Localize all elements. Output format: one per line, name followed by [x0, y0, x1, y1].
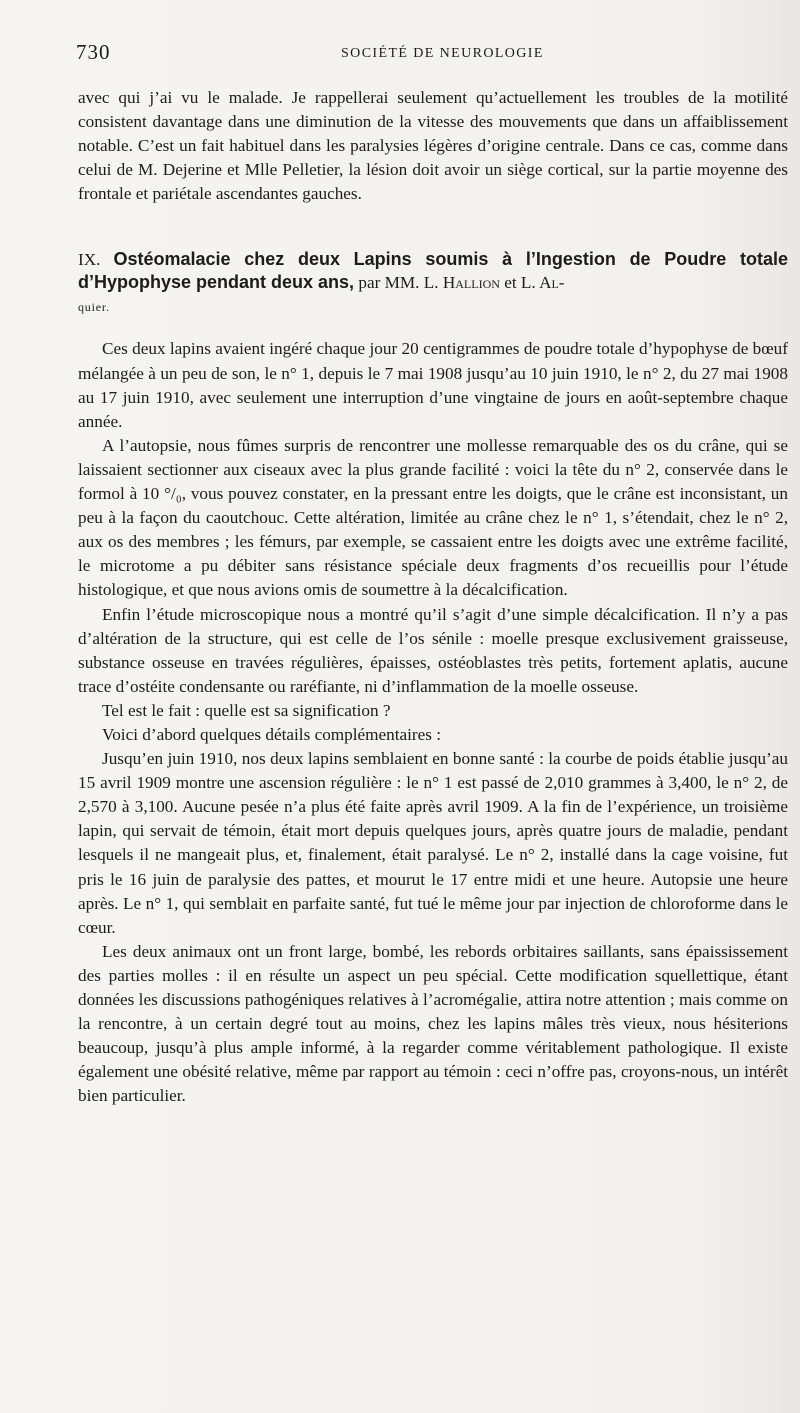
author-hallion: L. Hallion	[423, 273, 500, 293]
article-body	[78, 86, 788, 1108]
section-authors-prefix: par MM.	[358, 273, 420, 293]
page-number: 730	[76, 40, 111, 64]
paragraph-details-intro: Voici d’abord quelques détails complémentaires :	[102, 724, 442, 744]
section-title: Ostéomalacie chez deux Lapins soumis à l’Ingestion de Poudre totale d’Hypophyse pendant deux ans,	[78, 249, 789, 293]
running-head	[76, 40, 776, 68]
paragraph-autopsy: A l’autopsie, nous fûmes surpris de rencontrer une mollesse remarquable des os du crâne, qui se laissaient sectionner aux ciseaux avec la plus grande facilité : voici la tête du n° 2, conservée dans le formol à 10 °/₀, vous pouvez constater, en la pressant entre les doigts, que le crâne est inconsistant, un peu à la façon du caoutchouc. Cette altération, limitée au crâne chez le n° 1, s’étendait, chez le n° 2, aux os des membres ; les fémurs, par exemple, se cassaient entre les doigts avec une extrême facilité, le microtome a pu débiter sans résistance spéciale deux fragments d’os recueillis pour l’étude histologique, et que nous avions omis de soumettre à la décalcification.	[78, 435, 788, 600]
author-alquier: L. Al-	[520, 273, 565, 293]
paragraph-microscopy: Enfin l’étude microscopique nous a montré qu’il s’agit d’une simple décalcification. Il n’y a pas d’altération de la structure, qui est celle de l’os sénile : moelle presque exclusivement graisseuse, substance osseuse en travées régulières, épaisses, ostéoblastes très petits, fortement aplatis, aucune trace d’ostéite condensante ou raréfiante, ni d’inflammation de la moelle osseuse.	[78, 604, 788, 696]
section-authors-join: et	[504, 273, 517, 293]
section-number: IX.	[78, 250, 101, 270]
paragraph-health-history: Jusqu’en juin 1910, nos deux lapins semblaient en bonne santé : la courbe de poids établie jusqu’au 15 avril 1909 montre une ascension régulière : le n° 1 est passé de 2,010 grammes à 3,400, le n° 2, de 2,570 à 3,100. Aucune pesée n’a plus été faite après avril 1909. A la fin de l’expérience, un troisième lapin, qui servait de témoin, était mort depuis quelques jours, après quatre jours de maladie, pendant lesquels il ne mangeait plus, et, finalement, était paralysé. Le n° 2, installé dans la cage voisine, fut pris le 16 juin de paralysie des pattes, et mourut le 17 entre midi et une heure. Autopsie une heure après. Le n° 1, qui semblait en parfaite santé, fut tué le même jour par injection de chloroforme dans le cœur.	[78, 749, 788, 937]
paragraph-ingestion: Ces deux lapins avaient ingéré chaque jour 20 centigrammes de poudre totale d’hypophyse de bœuf mélangée à un peu de son, le n° 1, depuis le 7 mai 1908 jusqu’au 10 juin 1910, le n° 2, du 27 mai 1908 au 17 juin 1910, avec seulement une interruption d’une vingtaine de jours en août-septembre chaque année.	[78, 339, 788, 431]
author-alquier-continued: quier.	[78, 300, 110, 315]
journal-title: SOCIÉTÉ DE NEUROLOGIE	[341, 46, 544, 61]
paragraph-signification: Tel est le fait : quelle est sa signification ?	[102, 700, 391, 720]
section-heading	[78, 248, 788, 319]
paragraph-skull-shape: Les deux animaux ont un front large, bombé, les rebords orbitaires saillants, sans épaississement des parties molles : il en résulte un aspect un peu spécial. Cette modification squellettique, étant données les discussions pathogéniques relatives à l’acromégalie, attira notre attention ; mais comme on la rencontre, à un certain degré tout au moins, chez les lapins mâles très vieux, nous hésiterions beaucoup, jusqu’à plus ample informé, à la regarder comme véritablement pathologique. Il existe également une obésité relative, même par rapport au témoin : ceci n’offre pas, croyons-nous, un intérêt bien particulier.	[78, 941, 788, 1106]
paragraph-continued: avec qui j’ai vu le malade. Je rappellerai seulement qu’actuellement les troubles de la motilité consistent davantage dans une diminution de la vitesse des mouvements que dans un affaiblissement notable. C’est un fait habituel dans les paralysies légères d’origine centrale. Dans ce cas, comme dans celui de M. Dejerine et Mlle Pelletier, la lésion doit avoir un siège cortical, sur la partie moyenne des frontale et pariétale ascendantes gauches.	[78, 88, 788, 204]
